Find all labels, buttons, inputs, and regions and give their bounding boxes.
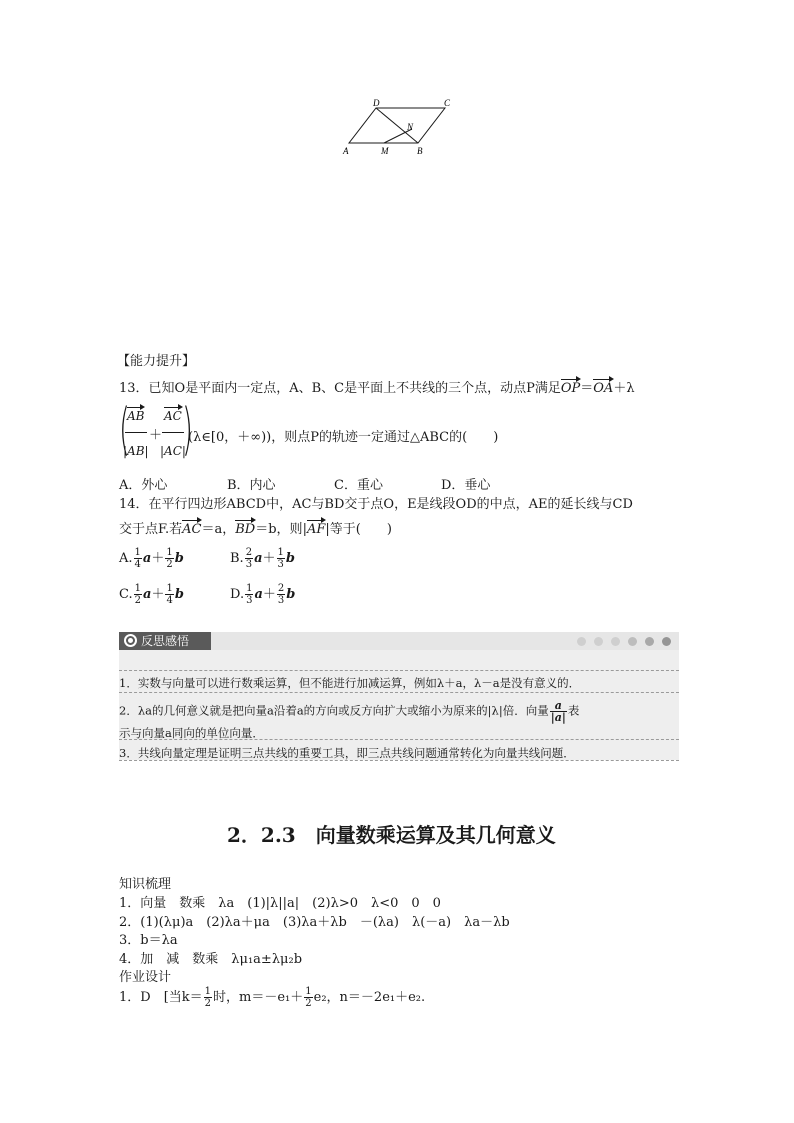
- deco-dot-icon: [611, 637, 620, 646]
- reflection-item-2: 2．λa的几何意义就是把向量a沿着a的方向或反方向扩大或缩小为原来的|λ|倍．向量 $\frac{a}{|a|}$ 表: [119, 699, 580, 724]
- q13-option-c[interactable]: C．重心: [334, 478, 383, 493]
- target-icon: [124, 634, 137, 647]
- vector-bd: BD: [235, 522, 256, 537]
- knowledge-heading: 知识梳理: [119, 877, 172, 892]
- vector-ac: AC: [182, 522, 202, 537]
- q13-line1: [119, 377, 635, 396]
- reflection-tab: [119, 632, 211, 650]
- frac2-den: |AC|: [160, 444, 186, 458]
- section-heading: 【能力提升】: [117, 354, 196, 369]
- answer-1: 1．向量 数乘 λa (1)|λ||a| (2)λ>0 λ<0 0 0: [119, 896, 441, 911]
- q14-tail: 等于( ): [329, 522, 392, 537]
- deco-dot-icon: [577, 637, 586, 646]
- vector-oa: OA: [593, 381, 614, 396]
- q13-options: [119, 474, 490, 493]
- label-c: C: [444, 98, 451, 108]
- answer-4: 4．加 减 数乘 λμ₁a±λμ₂b: [119, 952, 303, 967]
- reflection-item-3: 3．共线向量定理是证明三点共线的重要工具，即三点共线问题通常转化为向量共线问题．: [119, 746, 575, 760]
- vector-op: OP: [560, 381, 581, 396]
- q13-option-a[interactable]: A．外心: [119, 478, 168, 493]
- label-m: M: [381, 146, 389, 156]
- deco-dot-icon: [594, 637, 603, 646]
- label-a: A: [343, 146, 349, 156]
- q13-plus-lambda: ＋λ: [613, 381, 635, 396]
- q13-text: 13．已知O是平面内一定点，A、B、C是平面上不共线的三个点，动点P满足: [119, 381, 561, 396]
- q14-eq-a: ＝a，: [201, 522, 236, 537]
- q14-line2: 交于点F.若AC＝a，BD＝b，则|AF|等于( ): [119, 522, 392, 537]
- reflection-title: 反思感悟: [141, 634, 190, 648]
- q14-option-b[interactable]: B. $\frac{2}{3}$ a＋ $\frac{1}{3}$ b: [230, 547, 295, 570]
- answer-2: 2．(1)(λμ)a (2)λa＋μa (3)λa＋λb －(λa) λ(－a) λa－λb: [119, 915, 510, 930]
- frac1-bar: [125, 432, 147, 433]
- label-n: N: [407, 122, 414, 132]
- q14-eq-b: ＝b，则: [255, 522, 303, 537]
- homework-heading: 作业设计: [119, 970, 172, 985]
- left-paren: (: [119, 397, 130, 462]
- vector-af: AF: [306, 522, 326, 537]
- parallelogram-figure: [340, 96, 470, 160]
- q13-range: (λ∈[0，＋∞))，则点P的轨迹一定通过△ABC的( ): [188, 430, 499, 445]
- frac2-bar: [162, 432, 184, 433]
- q13-eq: ＝: [580, 381, 594, 396]
- divider: [119, 692, 679, 693]
- frac1-num: AB: [127, 409, 145, 423]
- q14-option-a[interactable]: A. $\frac{1}{4}$ a＋ $\frac{1}{2}$ b: [119, 547, 184, 570]
- q13-option-b[interactable]: B．内心: [227, 478, 276, 493]
- answer-section-title: 2．2.3 向量数乘运算及其几何意义: [227, 823, 556, 847]
- deco-dot-icon: [628, 637, 637, 646]
- reflection-item-2-cont: 示与向量a同向的单位向量．: [119, 726, 264, 740]
- answer-3: 3．b＝λa: [119, 933, 178, 948]
- deco-dot-icon: [662, 637, 671, 646]
- divider: [119, 670, 679, 671]
- deco-dot-icon: [645, 637, 654, 646]
- q13-option-d[interactable]: D．垂心: [441, 478, 491, 493]
- frac-plus: ＋: [149, 428, 163, 443]
- label-d: D: [373, 98, 380, 108]
- reflection-item-1: 1．实数与向量可以进行数乘运算，但不能进行加减运算，例如λ＋a，λ－a是没有意义的．: [119, 676, 581, 690]
- right-paren: ): [182, 397, 193, 462]
- q14-text-a: 交于点F.若: [119, 522, 183, 537]
- frac2-num: AC: [164, 409, 182, 423]
- solution-1: 1．D [当k＝ $\frac{1}{2}$ 时，m＝－e₁＋ $\frac{1}{2}$ e₂，n＝－2e₁＋e₂.: [119, 986, 426, 1009]
- label-b: B: [417, 146, 423, 156]
- q14-line1: 14．在平行四边形ABCD中，AC与BD交于点O，E是线段OD的中点，AE的延长线与CD: [119, 497, 633, 512]
- frac1-den: |AB|: [123, 444, 149, 458]
- q14-option-c[interactable]: C. $\frac{1}{2}$ a＋ $\frac{1}{4}$ b: [119, 583, 184, 606]
- q14-option-d[interactable]: D. $\frac{1}{3}$ a＋ $\frac{2}{3}$ b: [230, 583, 296, 606]
